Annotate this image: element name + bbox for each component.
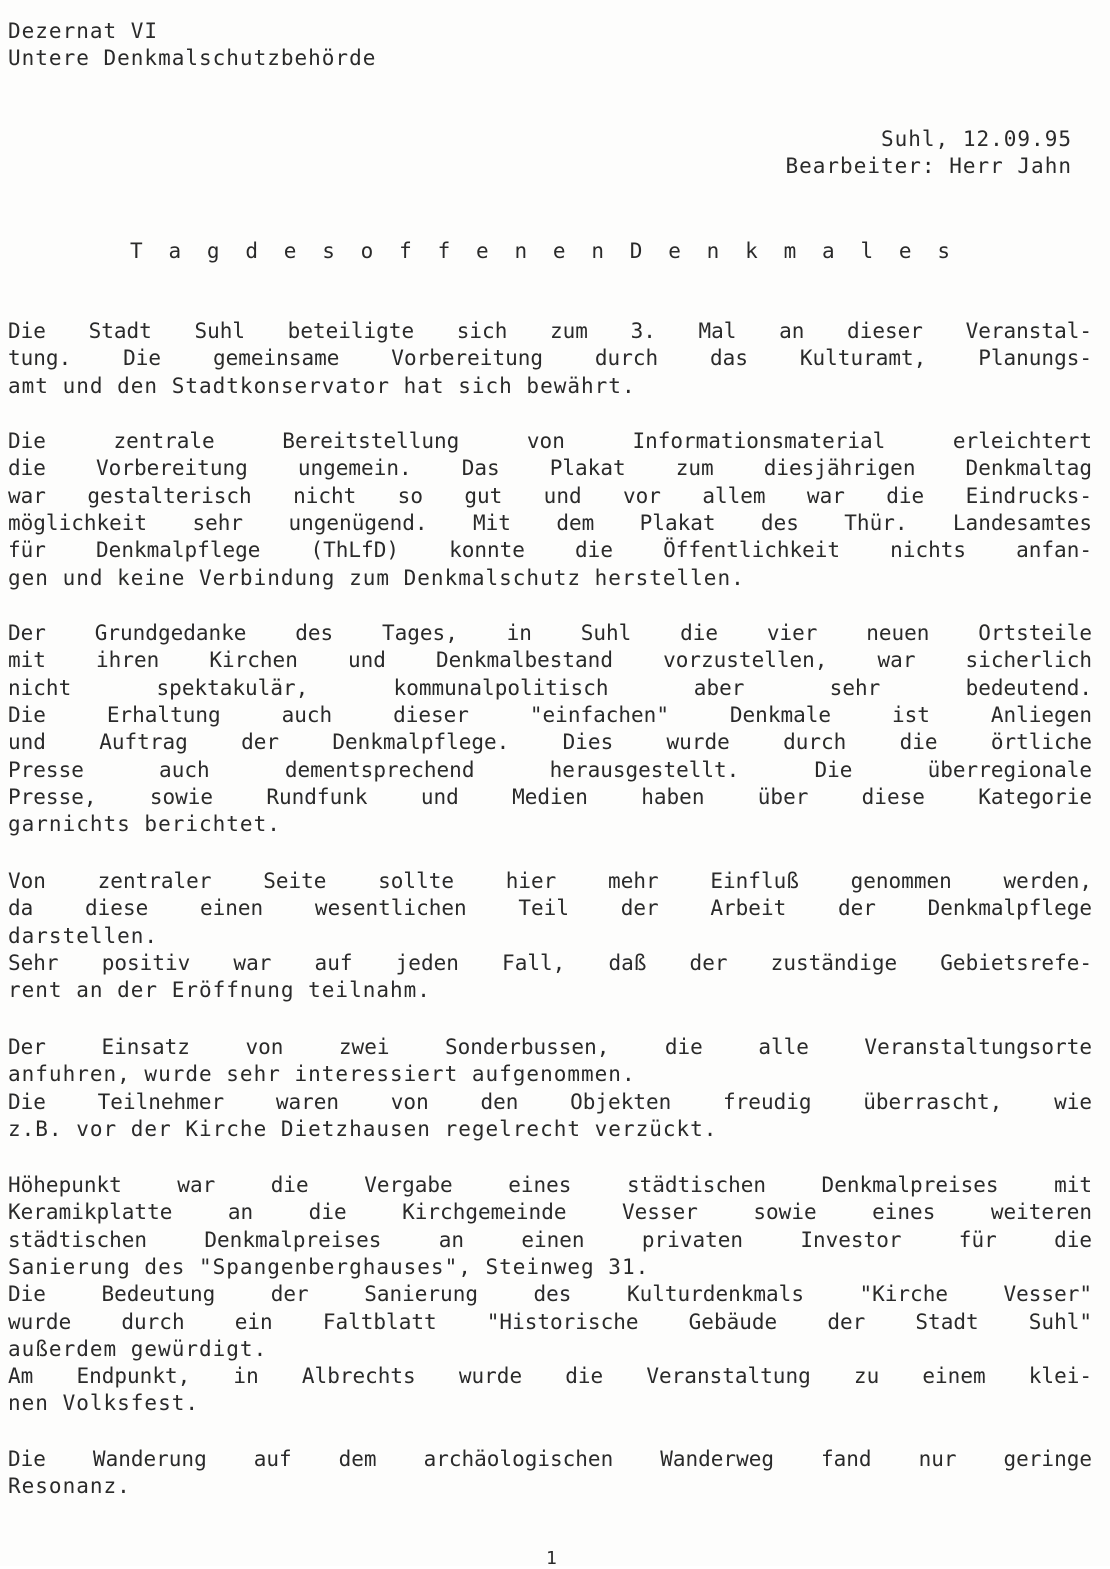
paragraph-line: Keramikplatte an die Kirchgemeinde Vesser sowie eines weiteren [8, 1200, 1092, 1225]
department-line: Dezernat VI [8, 19, 159, 43]
paragraph-line: Die Bedeutung der Sanierung des Kulturdenkmals "Kirche Vesser" [8, 1282, 1092, 1307]
paragraph-line: städtischen Denkmalpreises an einen privaten Investor für die [8, 1227, 1092, 1252]
paragraph-line: Die Stadt Suhl beteiligte sich zum 3. Mal an dieser Veranstal- [8, 319, 1092, 343]
paragraph-line: nicht spektakulär, kommunalpolitisch aber sehr bedeutend. [8, 675, 1092, 700]
paragraph-line: anfuhren, wurde sehr interessiert aufgenommen. [8, 1062, 636, 1087]
paragraph-line: Presse, sowie Rundfunk und Medien haben über diese Kategorie [8, 784, 1092, 809]
paragraph-line: gen und keine Verbindung zum Denkmalschutz herstellen. [8, 565, 745, 590]
paragraph-line: Die Erhaltung auch dieser "einfachen" Denkmale ist Anliegen [8, 702, 1092, 727]
paragraph-line: Der Einsatz von zwei Sonderbussen, die alle Veranstaltungsorte [8, 1035, 1092, 1059]
paragraph-line: die Vorbereitung ungemein. Das Plakat zum diesjährigen Denkmaltag [8, 456, 1092, 481]
paragraph-line: Die zentrale Bereitstellung von Informationsmaterial erleichtert [8, 429, 1092, 453]
paragraph-line: da diese einen wesentlichen Teil der Arbeit der Denkmalpflege [8, 896, 1092, 921]
paragraph-line: rent an der Eröffnung teilnahm. [8, 978, 431, 1003]
paragraph-line: war gestalterisch nicht so gut und vor allem war die Eindrucks- [8, 483, 1092, 508]
paragraph-line: Am Endpunkt, in Albrechts wurde die Veranstaltung zu einem klei- [8, 1364, 1092, 1389]
paragraph-line: Sehr positiv war auf jeden Fall, daß der zuständige Gebietsrefe- [8, 950, 1092, 975]
paragraph-line: mit ihren Kirchen und Denkmalbestand vorzustellen, war sicherlich [8, 648, 1092, 673]
clerk-line: Bearbeiter: Herr Jahn [785, 154, 1072, 178]
paragraph-line: tung. Die gemeinsame Vorbereitung durch das Kulturamt, Planungs- [8, 346, 1092, 371]
paragraph-line: darstellen. [8, 923, 159, 948]
place-date: Suhl, 12.09.95 [880, 127, 1072, 151]
paragraph-line: und Auftrag der Denkmalpflege. Dies wurde durch die örtliche [8, 730, 1092, 755]
paragraph-line: Die Teilnehmer waren von den Objekten freudig überrascht, wie [8, 1089, 1092, 1114]
paragraph-line: Sanierung des "Spangenberghauses", Steinweg 31. [8, 1254, 650, 1279]
paragraph-line: amt und den Stadtkonservator hat sich bewährt. [8, 373, 636, 398]
paragraph-line: für Denkmalpflege (ThLfD) konnte die Öffentlichkeit nichts anfan- [8, 538, 1092, 563]
paragraph-line: nen Volksfest. [8, 1391, 200, 1416]
page-number: 1 [546, 1548, 557, 1569]
authority-line: Untere Denkmalschutzbehörde [8, 46, 377, 70]
paragraph-line: Resonanz. [8, 1474, 131, 1499]
document-title: T a g d e s o f f e n e n D e n k m a l e s [130, 239, 950, 263]
paragraph-line: außerdem gewürdigt. [8, 1336, 268, 1361]
paragraph-line: möglichkeit sehr ungenügend. Mit dem Plakat des Thür. Landesamtes [8, 510, 1092, 535]
paragraph-line: Presse auch dementsprechend herausgestellt. Die überregionale [8, 757, 1092, 782]
paragraph-line: garnichts berichtet. [8, 812, 281, 837]
paragraph-line: Höhepunkt war die Vergabe eines städtischen Denkmalpreises mit [8, 1173, 1092, 1197]
paragraph-line: wurde durch ein Faltblatt "Historische Gebäude der Stadt Suhl" [8, 1309, 1092, 1334]
paragraph-line: Die Wanderung auf dem archäologischen Wanderweg fand nur geringe [8, 1447, 1092, 1471]
paragraph-line: Der Grundgedanke des Tages, in Suhl die vier neuen Ortsteile [8, 621, 1092, 645]
paragraph-line: Von zentraler Seite sollte hier mehr Einfluß genommen werden, [8, 869, 1092, 893]
paragraph-line: z.B. vor der Kirche Dietzhausen regelrecht verzückt. [8, 1116, 718, 1141]
